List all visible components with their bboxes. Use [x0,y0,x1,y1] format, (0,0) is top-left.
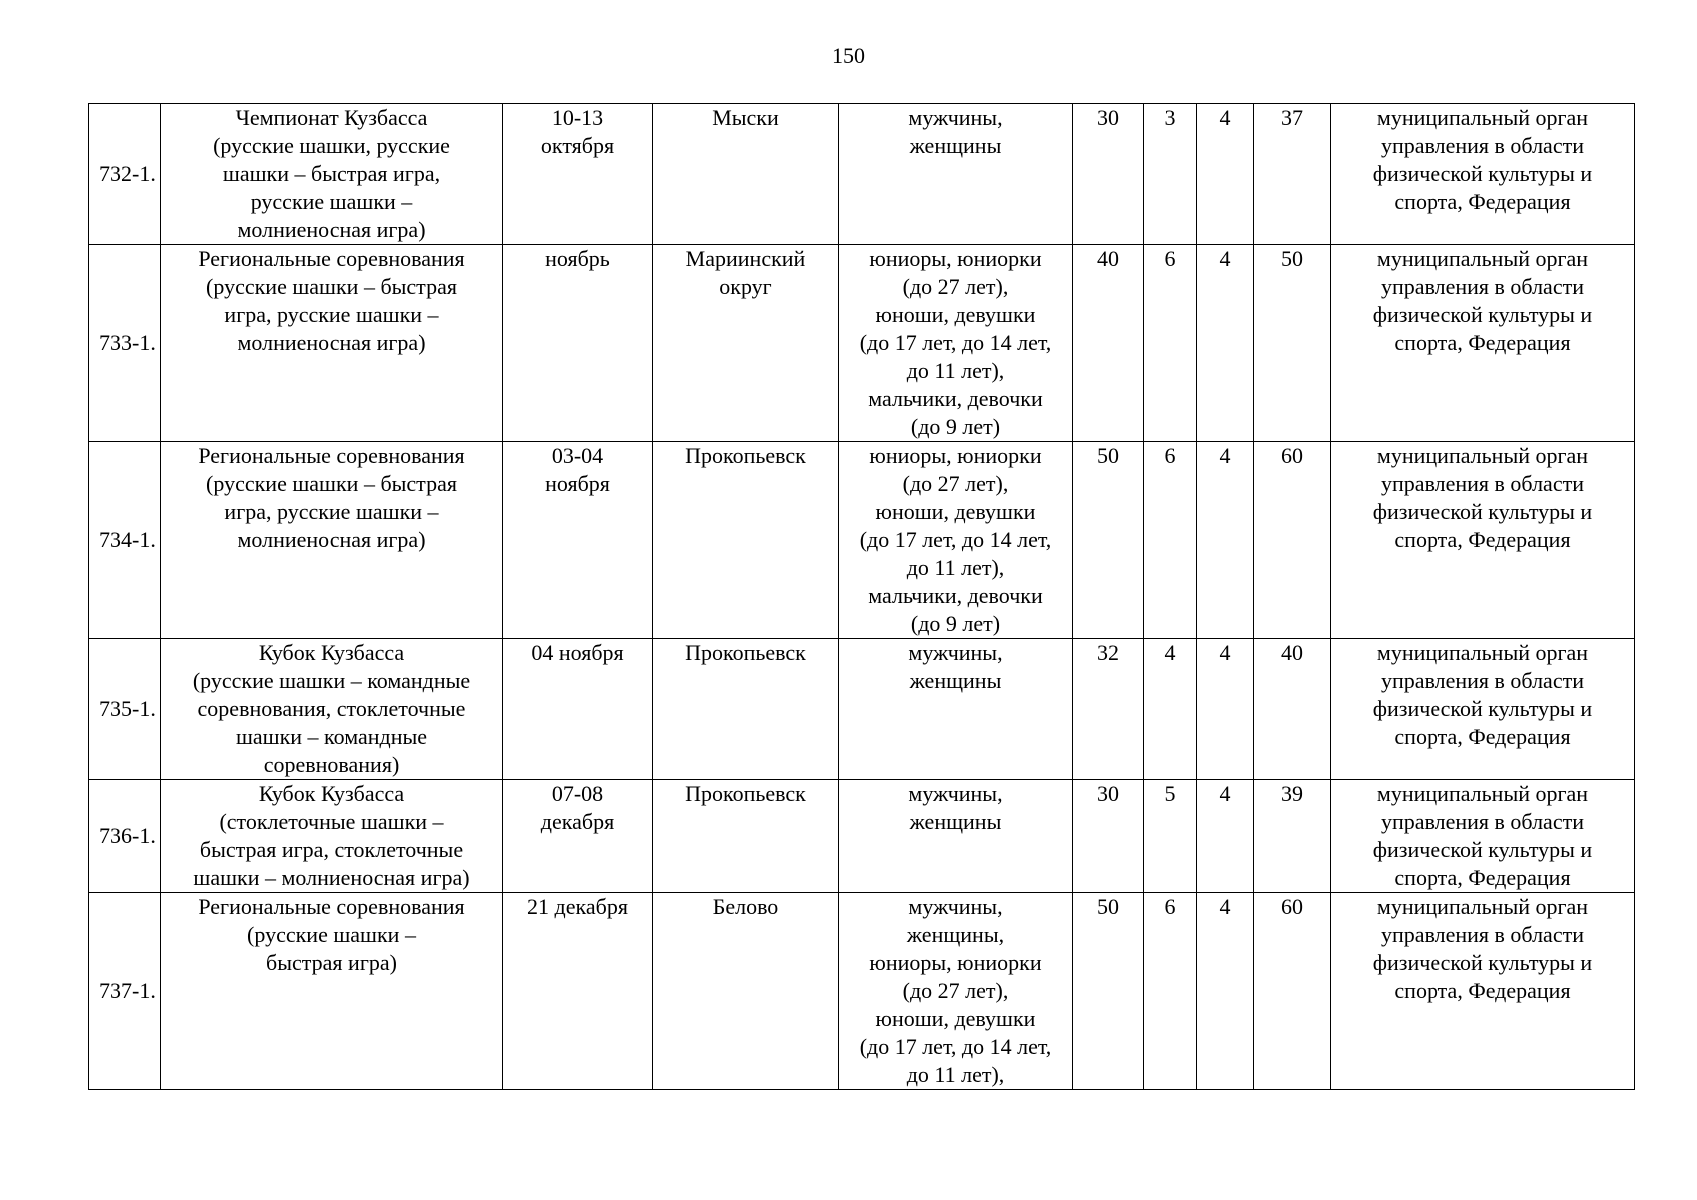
count-athletes: 32 [1097,640,1119,665]
count-judges-cell [1197,104,1254,245]
count-coaches: 4 [1164,640,1176,665]
event-name-cell [161,893,503,1090]
events-table [88,103,1635,1090]
count-judges: 4 [1219,894,1231,919]
row-number: 733-1. [99,330,156,355]
event-participants-cell [839,893,1073,1090]
event-dates-cell [503,639,653,780]
event-participants-cell [839,442,1073,639]
row-number: 736-1. [99,823,156,848]
event-name-cell [161,104,503,245]
count-athletes: 30 [1097,105,1119,130]
count-judges-cell [1197,442,1254,639]
count-total: 40 [1281,640,1303,665]
count-total-cell [1254,780,1331,893]
table-row [89,442,1635,639]
count-athletes-cell [1073,442,1144,639]
count-coaches-cell [1144,442,1197,639]
event-place-cell [653,104,839,245]
count-total: 37 [1281,105,1303,130]
count-judges: 4 [1219,246,1231,271]
count-total-cell [1254,245,1331,442]
count-total: 60 [1281,894,1303,919]
event-name: Кубок Кузбасса (русские шашки – командные соревнования, стоклеточные шашки – командные соревнования) [192,640,471,777]
event-place: Прокопьевск [685,640,806,665]
table-row [89,639,1635,780]
count-judges: 4 [1219,640,1231,665]
event-place: Мариинский округ [685,246,806,299]
count-coaches: 3 [1164,105,1176,130]
event-participants-cell [839,780,1073,893]
event-dates-cell [503,893,653,1090]
event-place: Прокопьевск [685,781,806,806]
event-place-cell [653,245,839,442]
event-name: Чемпионат Кузбасса (русские шашки, русские шашки – быстрая игра, русские шашки – молниеносная игра) [213,105,450,242]
event-participants: мужчины, женщины [908,640,1003,693]
row-number-cell [89,104,161,245]
event-participants: юниоры, юниорки (до 27 лет), юноши, девушки (до 17 лет, до 14 лет, до 11 лет), мальчики, девочки (до 9 лет) [859,246,1052,439]
count-judges-cell [1197,639,1254,780]
table-row [89,780,1635,893]
count-athletes-cell [1073,104,1144,245]
event-name-cell [161,245,503,442]
event-place-cell [653,442,839,639]
row-number: 732-1. [99,161,156,186]
count-total-cell [1254,104,1331,245]
event-participants: юниоры, юниорки (до 27 лет), юноши, девушки (до 17 лет, до 14 лет, до 11 лет), мальчики, девочки (до 9 лет) [859,443,1052,636]
event-name: Региональные соревнования (русские шашки – быстрая игра, русские шашки – молниеносная игра) [198,246,465,355]
event-dates: 10-13 октября [540,105,615,158]
event-place: Белово [712,894,779,919]
count-coaches-cell [1144,893,1197,1090]
table-row [89,104,1635,245]
event-organizer-cell [1331,893,1635,1090]
event-organizer-cell [1331,639,1635,780]
event-place: Прокопьевск [685,443,806,468]
count-athletes-cell [1073,780,1144,893]
event-dates-cell [503,245,653,442]
event-dates-cell [503,780,653,893]
count-coaches: 6 [1164,894,1176,919]
event-organizer-cell [1331,442,1635,639]
event-dates: ноябрь [545,246,610,271]
event-organizer-cell [1331,780,1635,893]
event-dates: 21 декабря [527,894,628,919]
event-name-cell [161,780,503,893]
event-organizer-cell [1331,245,1635,442]
row-number: 734-1. [99,527,156,552]
event-dates: 07-08 декабря [540,781,615,834]
count-athletes: 40 [1097,246,1119,271]
event-name-cell [161,639,503,780]
event-dates: 03-04 ноября [545,443,610,496]
count-total: 39 [1281,781,1303,806]
count-judges-cell [1197,780,1254,893]
event-place-cell [653,639,839,780]
event-name: Кубок Кузбасса (стоклеточные шашки – быстрая игра, стоклеточные шашки – молниеносная игра) [193,781,470,890]
count-total-cell [1254,442,1331,639]
count-total: 50 [1281,246,1303,271]
event-name: Региональные соревнования (русские шашки – быстрая игра) [198,894,465,975]
count-coaches-cell [1144,639,1197,780]
count-athletes-cell [1073,245,1144,442]
event-participants-cell [839,245,1073,442]
event-name: Региональные соревнования (русские шашки – быстрая игра, русские шашки – молниеносная игра) [198,443,465,552]
event-place-cell [653,780,839,893]
event-place-cell [653,893,839,1090]
table-row [89,245,1635,442]
count-coaches: 6 [1164,246,1176,271]
event-organizer: муниципальный орган управления в области физической культуры и спорта, Федерация [1372,894,1593,1003]
page-number: 150 [832,43,865,68]
count-coaches-cell [1144,104,1197,245]
event-name-cell [161,442,503,639]
event-organizer: муниципальный орган управления в области физической культуры и спорта, Федерация [1372,781,1593,890]
count-coaches-cell [1144,245,1197,442]
count-judges: 4 [1219,443,1231,468]
event-organizer: муниципальный орган управления в области физической культуры и спорта, Федерация [1372,105,1593,214]
count-judges-cell [1197,893,1254,1090]
event-organizer: муниципальный орган управления в области физической культуры и спорта, Федерация [1372,443,1593,552]
count-athletes-cell [1073,639,1144,780]
event-participants-cell [839,104,1073,245]
row-number: 735-1. [99,696,156,721]
row-number-cell [89,245,161,442]
row-number-cell [89,893,161,1090]
count-coaches-cell [1144,780,1197,893]
table-body [89,104,1635,1090]
row-number: 737-1. [99,978,156,1003]
count-coaches: 5 [1164,781,1176,806]
event-organizer: муниципальный орган управления в области физической культуры и спорта, Федерация [1372,246,1593,355]
count-judges-cell [1197,245,1254,442]
row-number-cell [89,442,161,639]
event-dates-cell [503,442,653,639]
event-organizer: муниципальный орган управления в области физической культуры и спорта, Федерация [1372,640,1593,749]
count-total: 60 [1281,443,1303,468]
event-participants: мужчины, женщины [908,781,1003,834]
event-organizer-cell [1331,104,1635,245]
count-athletes: 50 [1097,443,1119,468]
event-dates: 04 ноября [531,640,624,665]
event-dates-cell [503,104,653,245]
event-participants-cell [839,639,1073,780]
count-judges: 4 [1219,105,1231,130]
row-number-cell [89,639,161,780]
count-total-cell [1254,893,1331,1090]
row-number-cell [89,780,161,893]
count-athletes: 30 [1097,781,1119,806]
count-total-cell [1254,639,1331,780]
event-place: Мыски [712,105,779,130]
count-athletes: 50 [1097,894,1119,919]
event-participants: мужчины, женщины [908,105,1003,158]
count-coaches: 6 [1164,443,1176,468]
table-row [89,893,1635,1090]
count-athletes-cell [1073,893,1144,1090]
count-judges: 4 [1219,781,1231,806]
event-participants: мужчины, женщины, юниоры, юниорки (до 27 лет), юноши, девушки (до 17 лет, до 14 лет, до 11 лет), [859,894,1052,1087]
